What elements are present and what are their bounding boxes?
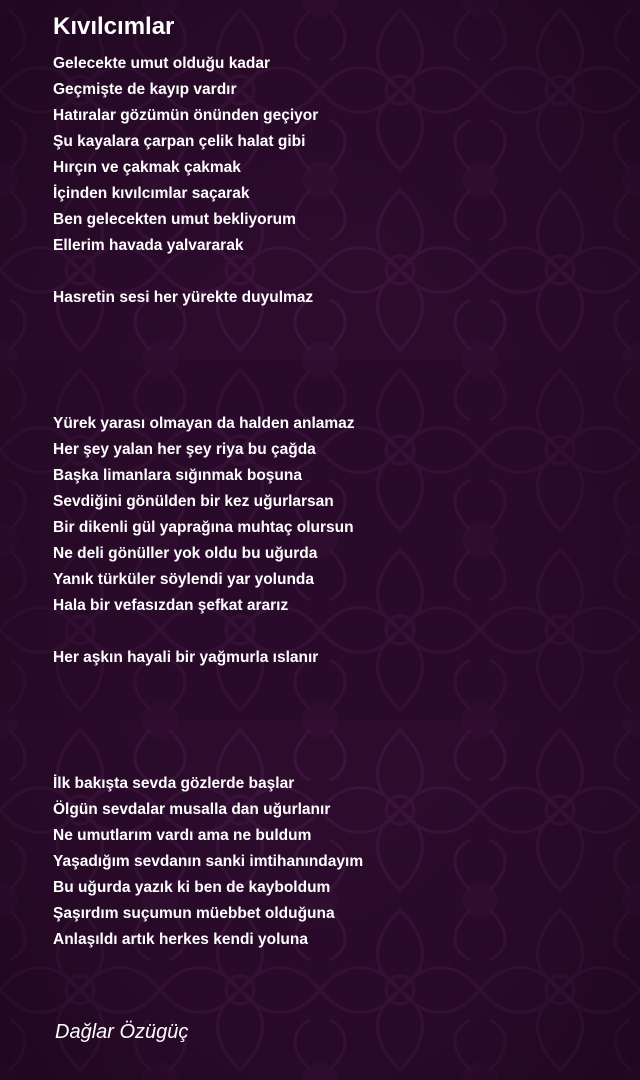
- poem-line: Şaşırdım suçumun müebbet olduğuna: [53, 905, 335, 922]
- poem-line: Sevdiğini gönülden bir kez uğurlarsan: [53, 493, 334, 510]
- poem-line: Hala bir vefasızdan şefkat ararız: [53, 597, 289, 614]
- poem-line: Yaşadığım sevdanın sanki imtihanındayım: [53, 853, 364, 870]
- poem-line: Ben gelecekten umut bekliyorum: [53, 211, 296, 228]
- poem-line: Bu uğurda yazık ki ben de kayboldum: [53, 879, 331, 896]
- poem-line: Ne deli gönüller yok oldu bu uğurda: [53, 545, 318, 562]
- poem-line: Ellerim havada yalvararak: [53, 237, 244, 254]
- poem-line: Ne umutlarım vardı ama ne buldum: [53, 827, 312, 844]
- poem-line: Hırçın ve çakmak çakmak: [53, 159, 241, 176]
- stanza-1: [53, 51, 623, 259]
- poem-line: Bir dikenli gül yaprağına muhtaç olursun: [53, 519, 354, 536]
- poem-line: Yürek yarası olmayan da halden anlamaz: [53, 415, 355, 432]
- poem-line: İçinden kıvılcımlar saçarak: [53, 185, 250, 202]
- poem-line: Hatıralar gözümün önünden geçiyor: [53, 107, 319, 124]
- poem-line: Her şey yalan her şey riya bu çağda: [53, 441, 316, 458]
- author-name: Dağlar Özügüç: [55, 1021, 189, 1043]
- stanza-5: [53, 771, 623, 953]
- poem-line: Gelecekte umut olduğu kadar: [53, 55, 271, 72]
- stanza-3: [53, 411, 623, 619]
- stanza-4: [53, 645, 623, 671]
- stanza-2: [53, 285, 623, 311]
- poem-line: Anlaşıldı artık herkes kendi yoluna: [53, 931, 308, 948]
- poem-line: Her aşkın hayali bir yağmurla ıslanır: [53, 649, 319, 666]
- poem-line: Geçmişte de kayıp vardır: [53, 81, 237, 98]
- poem-title: Kıvılcımlar: [53, 13, 175, 40]
- poem-line: Başka limanlara sığınmak boşuna: [53, 467, 302, 484]
- poem-line: Yanık türküler söylendi yar yolunda: [53, 571, 315, 588]
- poem-line: Hasretin sesi her yürekte duyulmaz: [53, 289, 314, 306]
- poem-line: Ölgün sevdalar musalla dan uğurlanır: [53, 801, 331, 818]
- poem-line: Şu kayalara çarpan çelik halat gibi: [53, 133, 306, 150]
- poem-line: İlk bakışta sevda gözlerde başlar: [53, 775, 295, 792]
